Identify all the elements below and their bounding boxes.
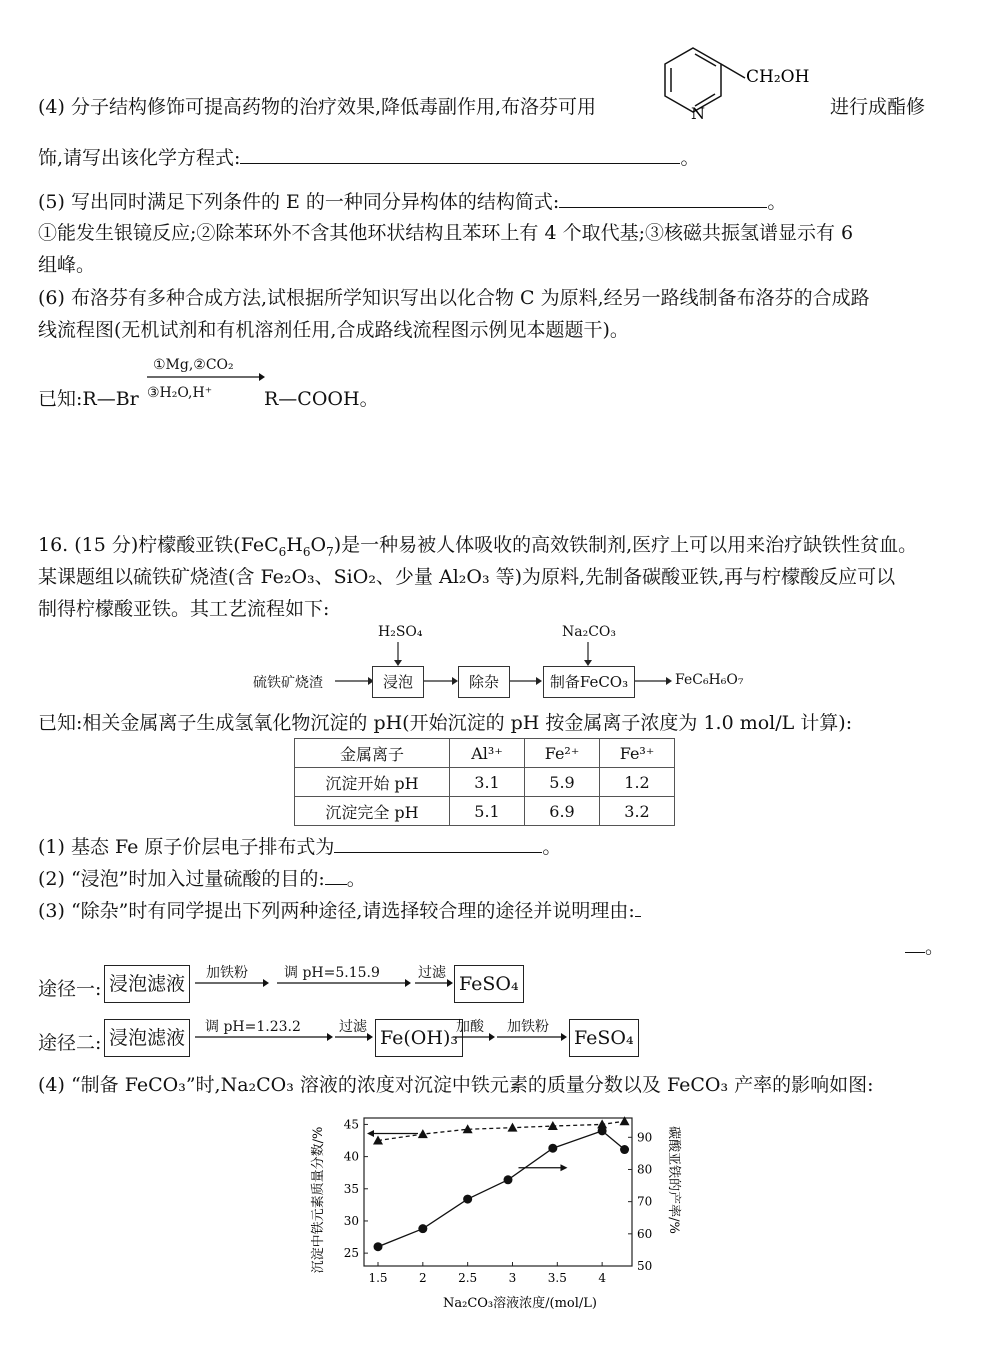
q4-line2: 饰,请写出该化学方程式: 。 <box>38 147 700 169</box>
chart-y2label: 碳酸亚铁的产率/% <box>666 1126 681 1234</box>
flow-box-purify: 除杂 <box>458 666 510 698</box>
q16-sub3: (3) “除杂”时有同学提出下列两种途径,请选择较合理的途径并说明理由: <box>38 898 641 923</box>
route1-step-filter: 过滤 <box>418 965 446 981</box>
route2-box-filtrate: 浸泡滤液 <box>104 1019 190 1057</box>
flow-reagent-h2so4: H₂SO₄ <box>378 624 423 640</box>
answer-blank[interactable] <box>240 145 680 164</box>
x-tick-label: 3 <box>508 1271 517 1285</box>
data-point-circle <box>463 1195 472 1204</box>
q16-line1: 16. (15 分)柠檬酸亚铁$(FeC_6H_6O_7)$是一种易被人体吸收的高效铁制剂,医疗上可以用来治疗缺铁性贫血。 <box>38 534 918 559</box>
q4-line1: (4) 分子结构修饰可提高药物的治疗效果,降低毒副作用,布洛芬可用 <box>38 96 597 118</box>
q16-sub4: (4) “制备 FeCO₃”时,Na₂CO₃ 溶液的浓度对沉淀中铁元素的质量分数以及 FeCO₃ 产率的影响如图: <box>38 1074 874 1096</box>
data-point-circle <box>418 1224 427 1233</box>
series-line-0 <box>378 1131 625 1247</box>
route2-step-ph: 调 pH=1.23.2 <box>205 1019 301 1035</box>
chart-plot-frame <box>364 1118 632 1266</box>
chart-xlabel: Na₂CO₃溶液浓度/(mol/L) <box>442 1296 598 1310</box>
route2-box-feoh3: Fe(OH)₃ <box>375 1019 463 1057</box>
data-point-triangle <box>548 1121 558 1130</box>
left-axis-indicator-arrowhead <box>367 1130 374 1137</box>
data-point-triangle <box>507 1123 517 1132</box>
flow-box-soak: 浸泡 <box>372 666 424 698</box>
right-axis-indicator-arrowhead <box>560 1164 567 1171</box>
q6-line2: 线流程图(无机试剂和有机溶剂任用,合成路线流程图示例见本题题干)。 <box>38 319 629 341</box>
x-tick-label: 2 <box>419 1271 427 1285</box>
q16-line2: 某课题组以硫铁矿烧渣(含 Fe₂O₃、SiO₂、少量 Al₂O₃ 等)为原料,先制备碳酸亚铁,再与柠檬酸反应可以 <box>38 566 896 588</box>
pyridine-methanol-structure <box>655 40 845 120</box>
answer-blank[interactable] <box>635 898 641 917</box>
y-tick-label: 40 <box>343 1149 359 1164</box>
y2-tick-label: 80 <box>637 1162 653 1177</box>
x-tick-label: 4 <box>598 1271 606 1285</box>
pyridine-n-label: N <box>691 104 705 120</box>
data-point-circle <box>620 1145 629 1154</box>
q6-known-a: 已知:R—Br <box>38 388 139 410</box>
q6-known-b: R—COOH。 <box>264 388 379 410</box>
x-tick-label: 2.5 <box>458 1271 478 1285</box>
answer-blank[interactable] <box>905 934 925 953</box>
y-tick-label: 30 <box>343 1213 359 1228</box>
q5-line2: ①能发生银镜反应;②除苯环外不含其他环状结构且苯环上有 4 个取代基;③核磁共振氢谱显示有 6 <box>38 222 854 244</box>
route2-box-feso4: FeSO₄ <box>569 1019 639 1057</box>
data-point-triangle <box>597 1119 607 1128</box>
data-point-circle <box>374 1242 383 1251</box>
q16-sub1: (1) 基态 Fe 原子价层电子排布式为 。 <box>38 836 562 858</box>
ph-table <box>294 738 675 826</box>
q16-sub3-end: 。 <box>905 934 944 959</box>
answer-blank[interactable] <box>334 834 542 853</box>
flow-start: 硫铁矿烧渣 <box>253 675 323 691</box>
q5-line3: 组峰。 <box>38 254 96 276</box>
q16-known: 已知:相关金属离子生成氢氧化物沉淀的 pH(开始沉淀的 pH 按金属离子浓度为 1.0 mol/L 计算): <box>38 712 853 734</box>
y-tick-label: 35 <box>343 1181 359 1196</box>
route1-box-filtrate: 浸泡滤液 <box>104 965 190 1003</box>
y-tick-label: 45 <box>343 1117 359 1132</box>
route2-step-filter: 过滤 <box>339 1019 367 1035</box>
answer-blank[interactable] <box>325 866 347 885</box>
q16-line3: 制得柠檬酸亚铁。其工艺流程如下: <box>38 598 330 620</box>
x-tick-label: 1.5 <box>368 1271 388 1285</box>
y2-tick-label: 90 <box>637 1130 653 1145</box>
data-point-circle <box>504 1175 513 1184</box>
reaction-arrow-bottom: ③H₂O,H⁺ <box>147 385 213 401</box>
x-tick-label: 3.5 <box>547 1271 567 1285</box>
table-row: 金属离子 Al³⁺ Fe²⁺ Fe³⁺ <box>295 739 675 768</box>
reaction-arrow-icon <box>145 370 265 384</box>
flow-box-feco3: 制备FeCO₃ <box>543 666 635 698</box>
table-row: 沉淀开始 pH 3.1 5.9 1.2 <box>295 768 675 797</box>
table-row: 沉淀完全 pH 5.1 6.9 3.2 <box>295 797 675 826</box>
data-point-triangle <box>418 1129 428 1138</box>
route1-step-iron: 加铁粉 <box>206 965 248 981</box>
answer-blank[interactable] <box>559 189 767 208</box>
y2-tick-label: 50 <box>637 1259 653 1273</box>
q4-line1-end: 进行成酯修 <box>830 96 926 118</box>
data-point-circle <box>548 1144 557 1153</box>
route1-arrows <box>195 976 457 990</box>
q5-line1: (5) 写出同时满足下列条件的 E 的一种同分异构体的结构简式: 。 <box>38 191 787 213</box>
route1-label: 途径一: <box>38 978 102 1000</box>
flow-end: FeC₆H₆O₇ <box>675 672 744 688</box>
ch2oh-label: CH₂OH <box>746 67 810 87</box>
route2-step-acid: 加酸 <box>456 1019 484 1035</box>
route2-arrows <box>195 1030 575 1044</box>
series-line-1 <box>378 1121 625 1140</box>
flow-reagent-na2co3: Na₂CO₃ <box>562 624 617 640</box>
q6-line1: (6) 布洛芬有多种合成方法,试根据所学知识写出以化合物 C 为原料,经另一路线制备布洛芬的合成路 <box>38 287 870 309</box>
route2-step-iron: 加铁粉 <box>507 1019 549 1035</box>
route1-box-feso4: FeSO₄ <box>454 965 524 1003</box>
iron-content-yield-chart <box>300 1100 720 1310</box>
route2-label: 途径二: <box>38 1032 102 1054</box>
y2-tick-label: 60 <box>637 1226 653 1241</box>
reaction-arrow-top: ①Mg,②CO₂ <box>153 357 234 373</box>
y-tick-label: 25 <box>343 1246 359 1261</box>
chart-ylabel: 沉淀中铁元素质量分数/% <box>311 1126 326 1274</box>
route1-step-ph: 调 pH=5.15.9 <box>284 965 380 981</box>
q16-sub2: (2) “浸泡”时加入过量硫酸的目的: 。 <box>38 868 366 890</box>
y2-tick-label: 70 <box>637 1194 653 1209</box>
